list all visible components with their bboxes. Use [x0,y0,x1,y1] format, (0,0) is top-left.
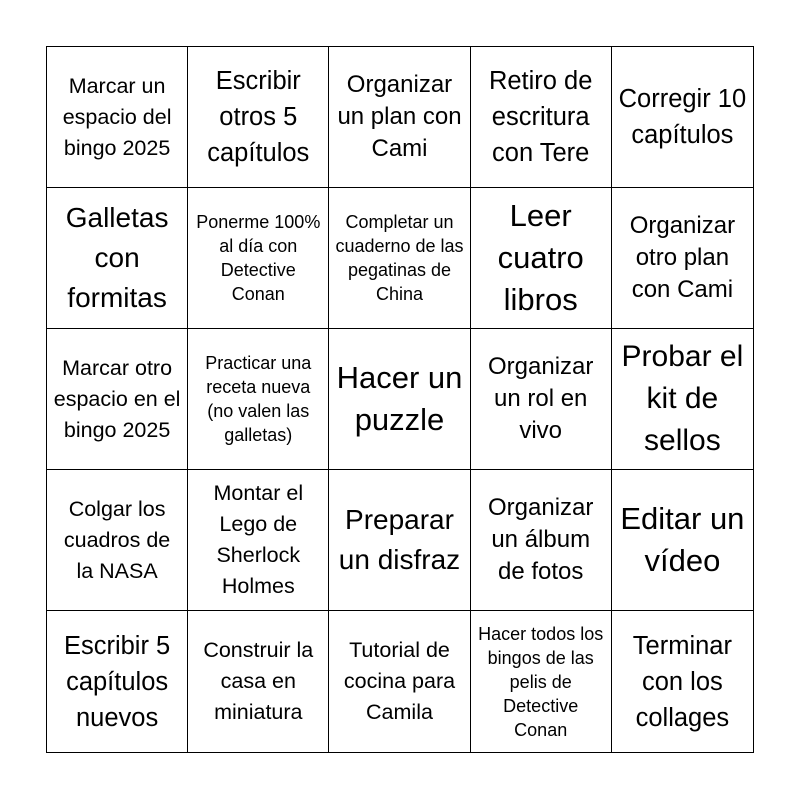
bingo-cell-text: Editar un vídeo [620,501,745,578]
bingo-board [46,46,754,753]
bingo-cell-text: Ponerme 100% al día con Detective Conan [196,212,321,304]
bingo-cell-text: Galletas con formitas [65,202,169,313]
bingo-cell-text: Preparar un disfraz [338,504,461,575]
bingo-cell[interactable] [188,470,329,611]
bingo-cell-text: Organizar otro plan con Cami [629,212,736,303]
bingo-cell[interactable] [329,611,470,752]
bingo-cell-text: Retiro de escritura con Tere [488,67,593,167]
bingo-cell[interactable] [329,47,470,188]
bingo-cell[interactable] [612,47,753,188]
bingo-cell[interactable] [188,47,329,188]
bingo-cell-text: Practicar una receta nueva (no valen las galletas) [205,353,312,445]
bingo-cell[interactable] [471,329,612,470]
bingo-cell-text: Completar un cuaderno de las pegatinas de China [335,212,464,304]
bingo-cell[interactable] [612,611,753,752]
bingo-cell-text: Hacer un puzzle [336,360,463,437]
bingo-cell-text: Organizar un rol en vivo [488,353,594,444]
bingo-cell[interactable] [47,329,188,470]
bingo-cell-text: Organizar un álbum de fotos [488,494,594,585]
bingo-cell[interactable] [47,188,188,329]
bingo-cell-text: Terminar con los collages [632,631,732,732]
bingo-cell-text: Organizar un plan con Cami [337,71,462,162]
bingo-cell[interactable] [188,329,329,470]
bingo-cell-text: Escribir 5 capítulos nuevos [63,631,171,732]
bingo-cell-text: Colgar los cuadros de la NASA [63,496,171,583]
bingo-cell-text: Montar el Lego de Sherlock Holmes [213,481,304,598]
bingo-cell[interactable] [188,611,329,752]
bingo-cell[interactable] [47,47,188,188]
bingo-cell[interactable] [329,188,470,329]
bingo-cell-text: Leer cuatro libros [497,198,584,317]
bingo-cell[interactable] [471,47,612,188]
bingo-cell[interactable] [471,470,612,611]
bingo-cell[interactable] [329,470,470,611]
bingo-cell-text: Marcar un espacio del bingo 2025 [62,73,172,160]
bingo-cell[interactable] [47,611,188,752]
bingo-cell-text: Probar el kit de sellos [621,340,744,457]
bingo-cell-text: Escribir otros 5 capítulos [207,67,310,167]
bingo-cell[interactable] [612,329,753,470]
bingo-cell[interactable] [471,611,612,752]
bingo-cell-text: Tutorial de cocina para Camila [343,638,456,724]
bingo-cell-text: Construir la casa en miniatura [203,638,314,724]
bingo-cell[interactable] [329,329,470,470]
bingo-cell[interactable] [188,188,329,329]
bingo-cell[interactable] [47,470,188,611]
bingo-cell-text: Corregir 10 capítulos [618,85,747,149]
bingo-cell-text: Hacer todos los bingos de las pelis de Detective Conan [478,623,604,740]
bingo-cell-text: Marcar otro espacio en el bingo 2025 [53,355,181,442]
bingo-cell[interactable] [612,188,753,329]
bingo-cell[interactable] [471,188,612,329]
bingo-cell[interactable] [612,470,753,611]
